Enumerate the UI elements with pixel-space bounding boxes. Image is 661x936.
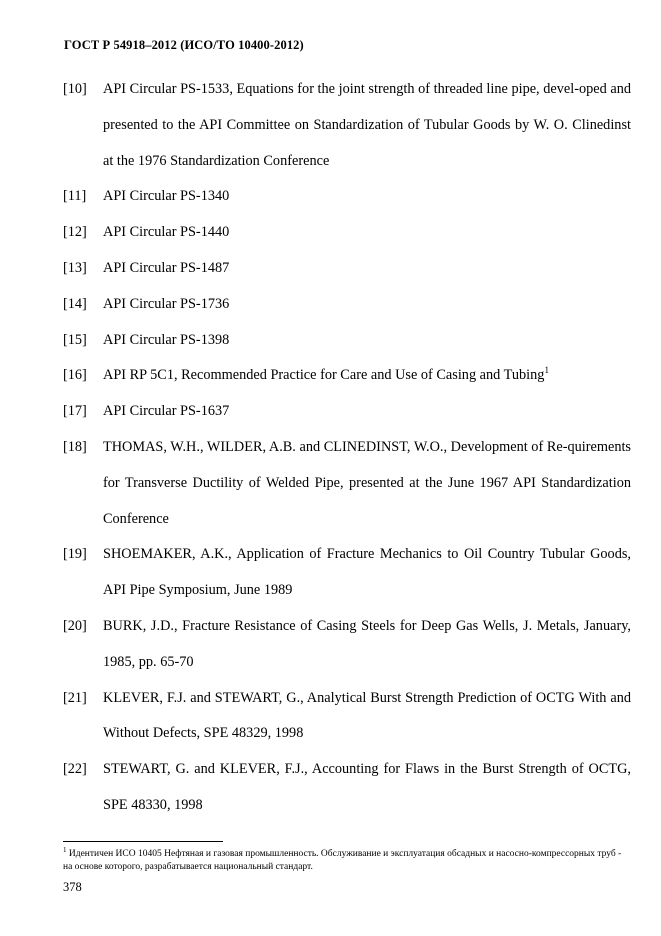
reference-number: [14]	[63, 295, 87, 312]
reference-item-18	[63, 430, 631, 537]
reference-text-wrapper	[103, 358, 631, 394]
reference-text: API Circular PS-1533, Equations for the joint strength of threaded line pipe, devel-oped and presented to the API Committee on Standardization of Tubular Goods by W. O. Clinedinst at the 1976 Standardization Conference	[103, 81, 631, 169]
footnote-marker: 1	[63, 845, 67, 854]
reference-item-22	[63, 752, 631, 824]
reference-text: API Circular PS-1487	[103, 259, 230, 276]
reference-item-10	[63, 72, 631, 179]
reference-number: [18]	[63, 438, 87, 455]
reference-text: API Circular PS-1398	[103, 331, 230, 348]
page-number: 378	[63, 880, 82, 894]
footnote-divider	[63, 841, 223, 842]
footnote-marker[interactable]: 1	[544, 365, 549, 376]
reference-item-15	[63, 323, 631, 359]
reference-text: BURK, J.D., Fracture Resistance of Casing Steels for Deep Gas Wells, J. Metals, January, 1985, pp. 65-70	[103, 617, 631, 670]
reference-number: [22]	[63, 761, 87, 778]
reference-item-20	[63, 609, 631, 681]
reference-text: API Circular PS-1637	[103, 403, 230, 420]
reference-number: [21]	[63, 689, 87, 706]
reference-text: KLEVER, F.J. and STEWART, G., Analytical Burst Strength Prediction of OCTG With and Without Defects, SPE 48329, 1998	[103, 689, 631, 742]
reference-text: API Circular PS-1440	[103, 224, 230, 241]
reference-number: [16]	[63, 367, 87, 384]
reference-text: THOMAS, W.H., WILDER, A.B. and CLINEDINST, W.O., Development of Re-quirements for Transverse Ductility of Welded Pipe, presented at the June 1967 API Standardization Conference	[103, 438, 631, 527]
reference-number: [17]	[63, 403, 87, 420]
reference-item-11	[63, 179, 631, 215]
footnote	[63, 845, 631, 874]
reference-number: [13]	[63, 259, 87, 276]
reference-item-12	[63, 215, 631, 251]
reference-item-14	[63, 287, 631, 323]
reference-text: STEWART, G. and KLEVER, F.J., Accounting for Flaws in the Burst Strength of OCTG, SPE 48330, 1998	[103, 761, 631, 813]
reference-number: [20]	[63, 617, 87, 634]
reference-text: API Circular PS-1340	[103, 188, 230, 205]
reference-item-17	[63, 394, 631, 430]
reference-list	[63, 72, 631, 824]
reference-text: SHOEMAKER, A.K., Application of Fracture Mechanics to Oil Country Tubular Goods, API Pipe Symposium, June 1989	[103, 546, 631, 599]
reference-number: [11]	[63, 188, 87, 205]
reference-text: API Circular PS-1736	[103, 295, 230, 312]
reference-number: [10]	[63, 81, 87, 97]
reference-item-19	[63, 537, 631, 609]
footnote-text: Идентичен ИСО 10405 Нефтяная и газовая промышленность. Обслуживание и эксплуатация обсадных и насосно-компрессорных труб - на основе которого, разрабатывается национальный стандарт.	[63, 849, 622, 872]
reference-number: [15]	[63, 331, 87, 348]
reference-item-21	[63, 681, 631, 753]
reference-number: [12]	[63, 224, 87, 241]
document-header: ГОСТ Р 54918–2012 (ИСО/ТО 10400-2012)	[64, 38, 304, 52]
reference-item-16	[63, 358, 631, 394]
reference-item-13	[63, 251, 631, 287]
reference-number: [19]	[63, 546, 87, 563]
reference-text: API RP 5C1, Recommended Practice for Care and Use of Casing and Tubing	[103, 367, 545, 384]
